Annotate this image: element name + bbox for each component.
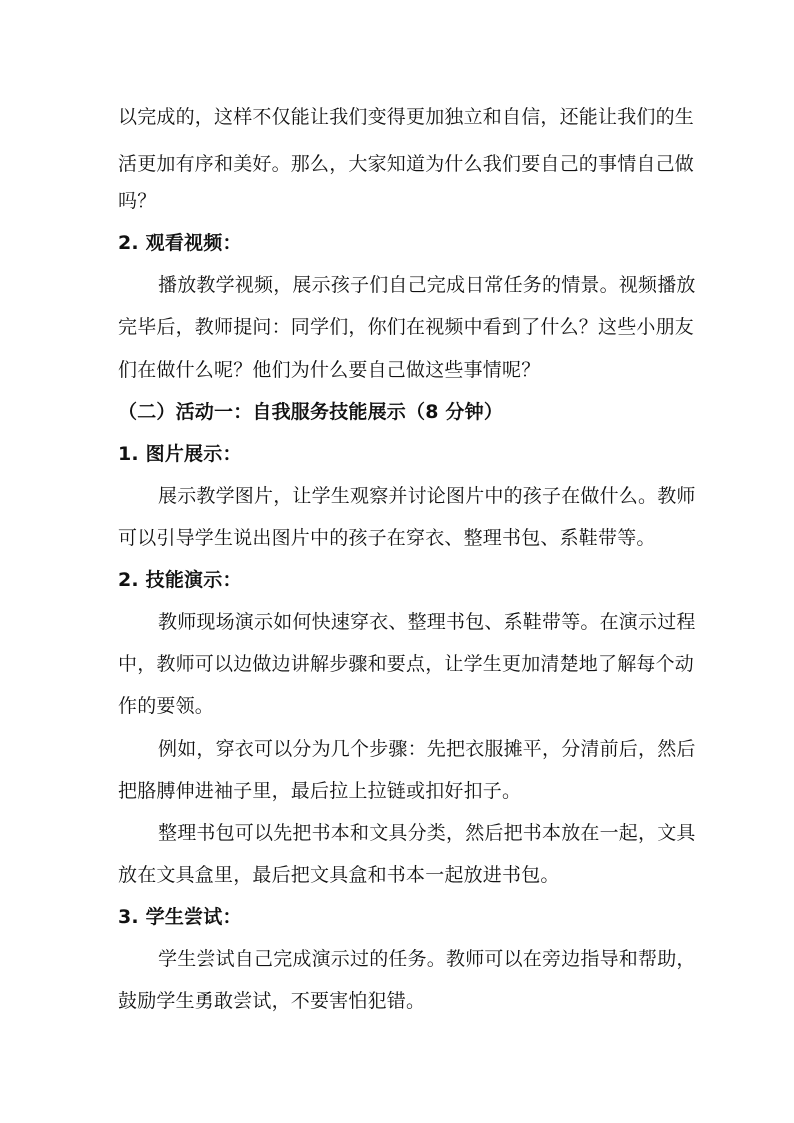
paragraph-line: 放在文具盒里，最后把文具盒和书本一起放进书包。 <box>118 864 560 886</box>
section-heading: （二）活动一：自我服务技能展示（8 分钟） <box>118 401 504 423</box>
section-heading: 1. 图片展示： <box>118 443 242 465</box>
section-heading: 2. 技能演示： <box>118 569 242 591</box>
paragraph-line: 鼓励学生勇敢尝试，不要害怕犯错。 <box>118 990 426 1012</box>
paragraph-line: 们在做什么呢？他们为什么要自己做这些事情呢？ <box>118 359 541 381</box>
paragraph-line: 把胳膊伸进袖子里，最后拉上拉链或扣好扣子。 <box>118 780 522 802</box>
paragraph-line: 播放教学视频，展示孩子们自己完成日常任务的情景。视频播放 <box>158 274 696 296</box>
paragraph-line: 整理书包可以先把书本和文具分类，然后把书本放在一起，文具 <box>158 822 696 844</box>
paragraph-line: 吗？ <box>118 190 157 212</box>
paragraph-line: 展示教学图片，让学生观察并讨论图片中的孩子在做什么。教师 <box>158 485 696 507</box>
section-heading: 3. 学生尝试： <box>118 906 242 928</box>
paragraph-line: 以完成的，这样不仅能让我们变得更加独立和自信，还能让我们的生 <box>118 106 695 128</box>
paragraph-line: 中，教师可以边做边讲解步骤和要点，让学生更加清楚地了解每个动 <box>118 653 695 675</box>
paragraph-line: 可以引导学生说出图片中的孩子在穿衣、整理书包、系鞋带等。 <box>118 527 656 549</box>
paragraph-line: 完毕后，教师提问：同学们，你们在视频中看到了什么？这些小朋友 <box>118 316 695 338</box>
paragraph-line: 学生尝试自己完成演示过的任务。教师可以在旁边指导和帮助， <box>158 948 696 970</box>
paragraph-line: 作的要领。 <box>118 695 215 717</box>
paragraph-line: 教师现场演示如何快速穿衣、整理书包、系鞋带等。在演示过程 <box>158 611 696 633</box>
section-heading: 2. 观看视频： <box>118 232 242 254</box>
paragraph-line: 活更加有序和美好。那么，大家知道为什么我们要自己的事情自己做 <box>118 153 695 175</box>
paragraph-line: 例如，穿衣可以分为几个步骤：先把衣服摊平，分清前后，然后 <box>158 738 696 760</box>
